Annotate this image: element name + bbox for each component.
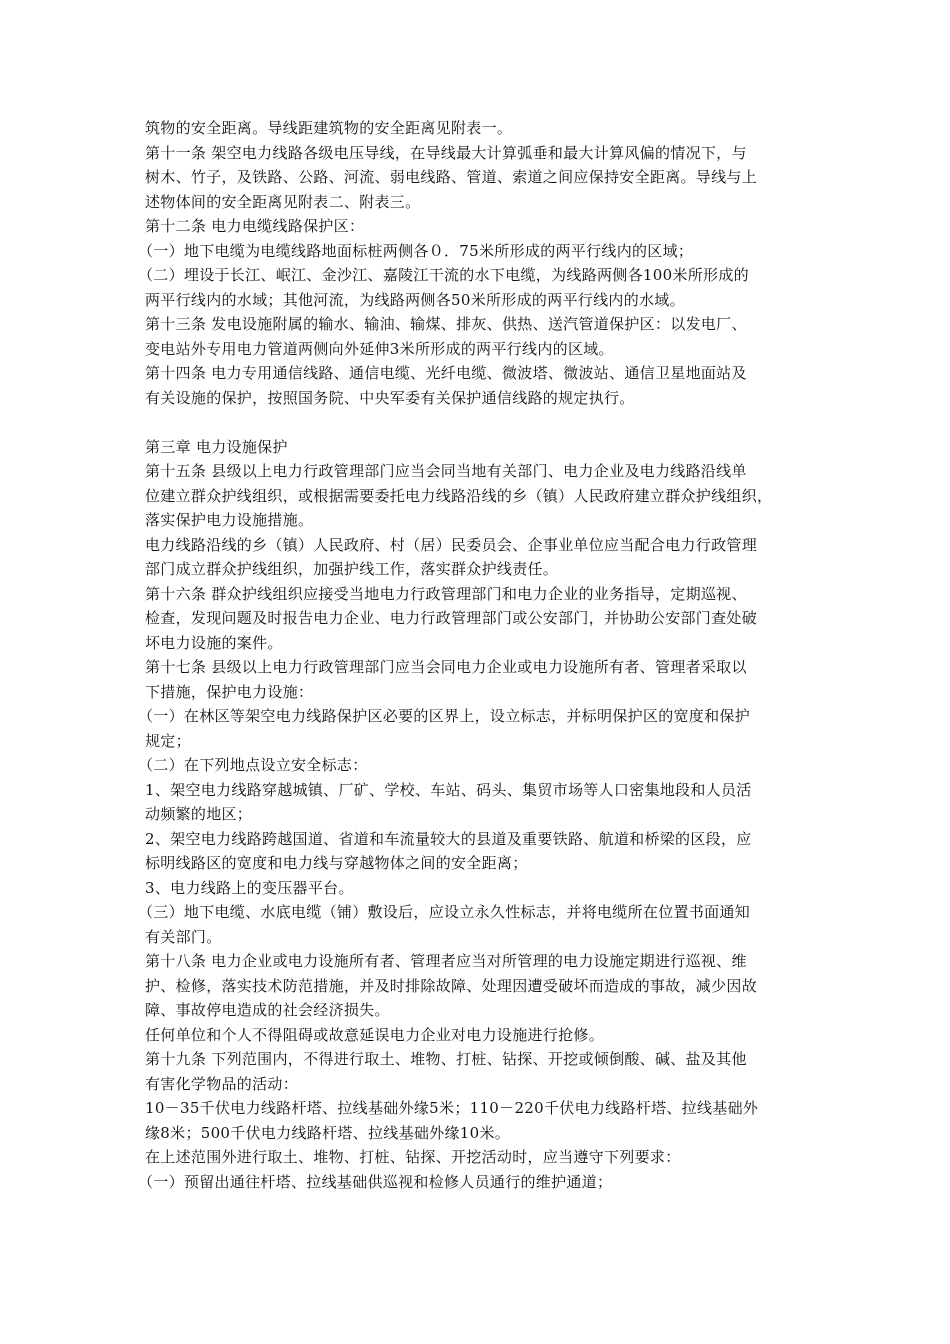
text-line: 电力线路沿线的乡（镇）人民政府、村（居）民委员会、企事业单位应当配合电力行政管理 xyxy=(145,535,758,554)
blank-line xyxy=(145,410,813,435)
text-line: 部门成立群众护线组织，加强护线工作，落实群众护线责任。 xyxy=(145,560,559,578)
text-line: （二）在下列地点设立安全标志： xyxy=(138,756,368,774)
text-line: （一）预留出通往杆塔、拉线基础供巡视和检修人员通行的维护通道； xyxy=(138,1172,613,1191)
text-line: 在上述范围外进行取土、堆物、打桩、钻探、开挖活动时，应当遵守下列要求： xyxy=(145,1148,681,1166)
text-line: 第十五条 县级以上电力行政管理部门应当会同当地有关部门、电力企业及电力线路沿线单 xyxy=(145,462,747,480)
text-line: 任何单位和个人不得阻碍或故意延误电力企业对电力设施进行抢修。 xyxy=(145,1025,605,1044)
text-line: 缘8米；500千伏电力线路杆塔、拉线基础外缘10米。 xyxy=(145,1123,511,1142)
text-line: 第十三条 发电设施附属的输水、输油、输煤、排灰、供热、送汽管道保护区：以发电厂、 xyxy=(145,315,747,333)
text-line: 有关设施的保护，按照国务院、中央军委有关保护通信线路的规定执行。 xyxy=(145,388,635,407)
text-line: 两平行线内的水域；其他河流，为线路两侧各50米所形成的两平行线内的水域。 xyxy=(145,290,685,309)
text-line: 第十四条 电力专用通信线路、通信电缆、光纤电缆、微波塔、微波站、通信卫星地面站及 xyxy=(145,364,747,382)
text-line: 1、架空电力线路穿越城镇、厂矿、学校、车站、码头、集贸市场等人口密集地段和人员活 xyxy=(145,780,752,799)
document-body xyxy=(138,116,813,1194)
text-line: 有害化学物品的活动： xyxy=(145,1074,299,1093)
text-line: 10－35千伏电力线路杆塔、拉线基础外缘5米；110－220千伏电力线路杆塔、拉线基础外 xyxy=(145,1099,759,1117)
text-line: 第十六条 群众护线组织应接受当地电力行政管理部门和电力企业的业务指导，定期巡视、 xyxy=(145,584,747,603)
text-line: 规定； xyxy=(145,731,191,750)
text-line: 述物体间的安全距离见附表二、附表三。 xyxy=(145,192,421,211)
text-line: 变电站外专用电力管道两侧向外延伸3米所形成的两平行线内的区域。 xyxy=(145,339,614,358)
text-line: 第十七条 县级以上电力行政管理部门应当会同电力企业或电力设施所有者、管理者采取以 xyxy=(145,658,747,676)
chapter-heading: 第三章 电力设施保护 xyxy=(145,437,288,456)
text-line: 坏电力设施的案件。 xyxy=(145,633,283,652)
text-line: 下措施，保护电力设施： xyxy=(145,682,314,701)
text-line: 动频繁的地区； xyxy=(145,805,253,823)
text-line: （二）埋设于长江、岷江、金沙江、嘉陵江干流的水下电缆，为线路两侧各100米所形成的 xyxy=(138,266,749,284)
text-line: 护、检修，落实技术防范措施，并及时排除故障、处理因遭受破坏而造成的事故，减少因故 xyxy=(145,976,758,995)
text-line: 2、架空电力线路跨越国道、省道和车流量较大的县道及重要铁路、航道和桥梁的区段，应 xyxy=(145,829,752,848)
text-line: 筑物的安全距离。导线距建筑物的安全距离见附表一。 xyxy=(145,119,513,137)
text-line: 第十二条 电力电缆线路保护区： xyxy=(145,217,365,235)
text-line: 3、电力线路上的变压器平台。 xyxy=(145,878,354,897)
text-line: 树木、竹子，及铁路、公路、河流、弱电线路、管道、索道之间应保持安全距离。导线与上 xyxy=(145,168,758,186)
text-line: 落实保护电力设施措施。 xyxy=(145,511,314,529)
text-line: （一）在林区等架空电力线路保护区必要的区界上，设立标志，并标明保护区的宽度和保护 xyxy=(138,707,751,725)
text-line: 第十八条 电力企业或电力设施所有者、管理者应当对所管理的电力设施定期进行巡视、维 xyxy=(145,952,747,970)
text-line: 有关部门。 xyxy=(145,927,222,946)
text-line: 障、事故停电造成的社会经济损失。 xyxy=(145,1001,390,1019)
text-line: 第十九条 下列范围内，不得进行取土、堆物、打桩、钻探、开挖或倾倒酸、碱、盐及其他 xyxy=(145,1050,747,1068)
text-line: 标明线路区的宽度和电力线与穿越物体之间的安全距离； xyxy=(145,854,528,872)
text-line: 位建立群众护线组织，或根据需要委托电力线路沿线的乡（镇）人民政府建立群众护线组织， xyxy=(145,486,773,505)
text-line: 第十一条 架空电力线路各级电压导线，在导线最大计算弧垂和最大计算风偏的情况下，与 xyxy=(145,143,747,162)
text-line: （三）地下电缆、水底电缆（铺）敷设后，应设立永久性标志，并将电缆所在位置书面通知 xyxy=(138,903,751,921)
text-line: 检查，发现问题及时报告电力企业、电力行政管理部门或公安部门，并协助公安部门查处破 xyxy=(145,609,758,627)
text-line: （一）地下电缆为电缆线路地面标桩两侧各０．75米所形成的两平行线内的区域； xyxy=(138,241,694,260)
